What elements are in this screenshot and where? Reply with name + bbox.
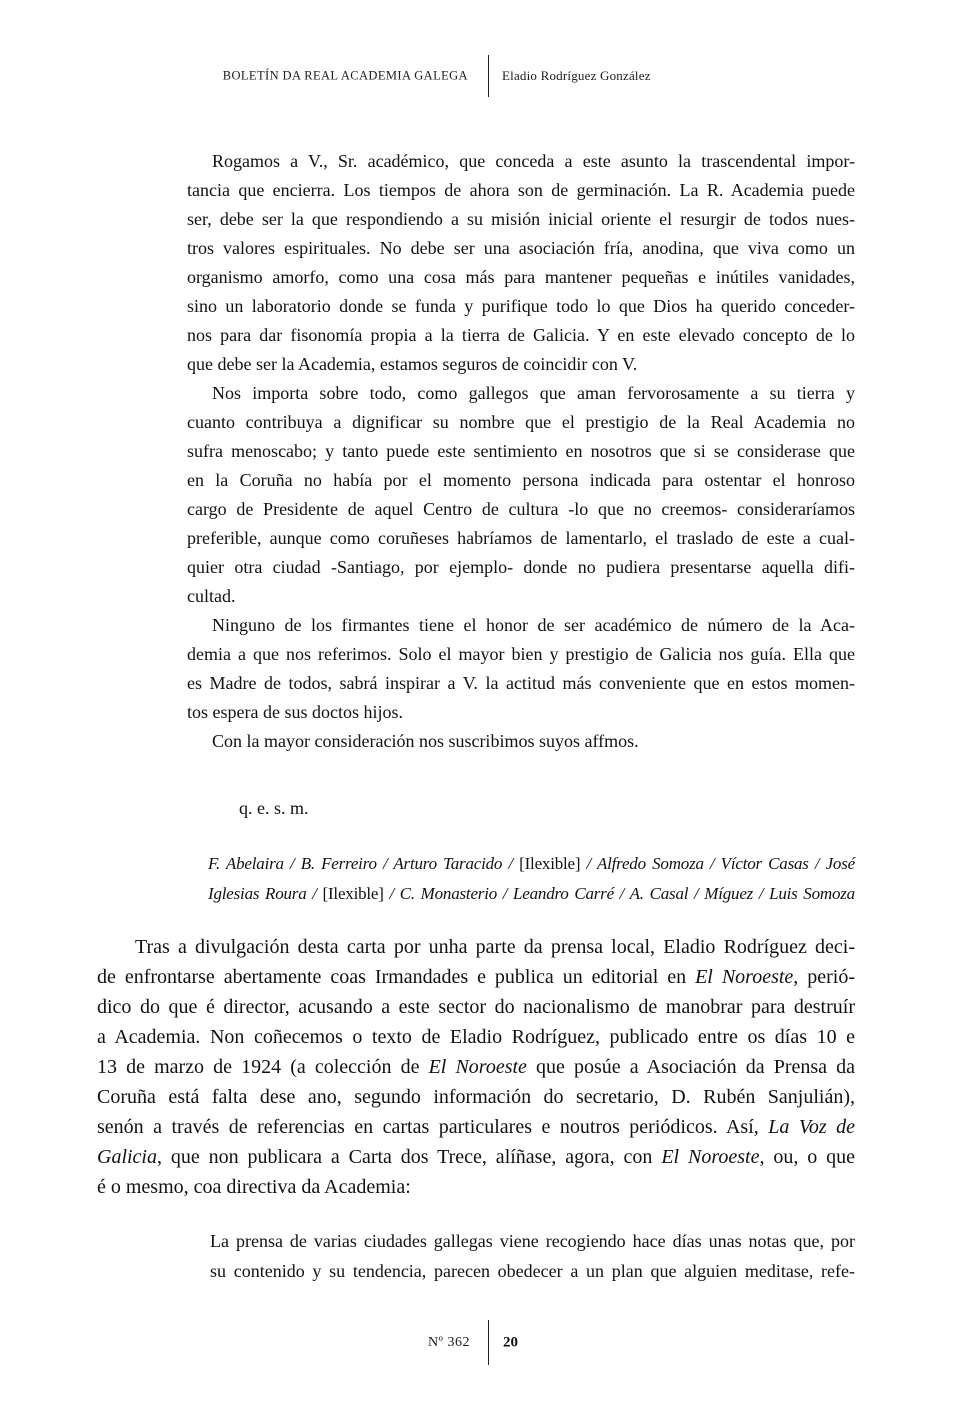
footer — [0, 1320, 975, 1365]
press-quote-block — [210, 1226, 855, 1286]
paragraph — [210, 1226, 855, 1286]
text-line — [208, 849, 855, 879]
text-segment: , ou, o que — [759, 1146, 855, 1168]
text-line — [187, 147, 855, 176]
text-line — [187, 379, 855, 408]
text-segment: Ninguno de los firmantes tiene el honor de ser académico de número de la Aca- — [212, 615, 855, 635]
text-line — [187, 176, 855, 205]
text-line — [187, 727, 855, 756]
text-segment: quier otra ciudad -Santiago, por ejemplo- donde no pudiera presentarse aquella difi- — [187, 557, 855, 577]
text-line — [187, 205, 855, 234]
text-segment: [Ilexible] — [519, 854, 581, 873]
text-segment: Tras a divulgación desta carta por unha parte da prensa local, Eladio Rodríguez deci- — [135, 936, 855, 958]
text-line — [187, 408, 855, 437]
text-line — [187, 582, 855, 611]
text-segment: 13 de marzo de 1924 (a colección de — [97, 1056, 429, 1078]
text-segment: Rogamos a V., Sr. académico, que conceda a este asunto la trascendental impor- — [212, 151, 855, 171]
issue-number: Nº 362 — [428, 1334, 470, 1350]
text-segment: demia a que nos referimos. Solo el mayor bien y prestigio de Galicia nos guía. Ella que — [187, 644, 855, 664]
text-line — [187, 495, 855, 524]
letter-quote-block — [187, 147, 855, 756]
text-line — [97, 1112, 855, 1142]
text-line — [187, 640, 855, 669]
footer-divider — [488, 1320, 489, 1365]
text-segment: é o mesmo, coa directiva da Academia: — [97, 1176, 411, 1198]
paragraph — [187, 147, 855, 379]
italic-text: / Alfredo Somoza / Víctor Casas / José — [580, 854, 855, 873]
main-text — [97, 932, 855, 1202]
text-line — [97, 1022, 855, 1052]
text-segment: preferible, aunque como coruñeses habríamos de lamentarlo, el traslado de este a cual- — [187, 528, 855, 548]
text-segment: tros valores espirituales. No debe ser una asociación fría, anodina, que viva como un — [187, 238, 855, 258]
text-line — [187, 524, 855, 553]
text-segment: [Ilexible] — [322, 884, 384, 903]
text-line — [97, 1172, 855, 1202]
text-segment: su contenido y su tendencia, parecen obedecer a un plan que alguien meditase, refe- — [210, 1261, 855, 1281]
journal-title: BOLETÍN DA REAL ACADEMIA GALEGA — [222, 68, 468, 83]
header — [0, 55, 975, 97]
text-segment: cargo de Presidente de aquel Centro de cultura -lo que no creemos- consideraríamos — [187, 499, 855, 519]
header-divider — [488, 55, 489, 97]
author-name: Eladio Rodríguez González — [502, 68, 651, 83]
paragraph — [187, 611, 855, 727]
text-segment: a Academia. Non coñecemos o texto de Eladio Rodríguez, publicado entre os días 10 e — [97, 1026, 855, 1048]
text-segment: La prensa de varias ciudades gallegas viene recogiendo hace días unas notas que, por — [210, 1231, 855, 1251]
text-line — [210, 1226, 855, 1256]
text-line — [187, 350, 855, 379]
text-line — [97, 992, 855, 1022]
text-segment: es Madre de todos, sabrá inspirar a V. la actitud más conveniente que en estos momen- — [187, 673, 855, 693]
text-segment: organismo amorfo, como una cosa más para mantener pequeñas e inútiles vanidades, — [187, 267, 855, 287]
italic-text: F. Abelaira / B. Ferreiro / Arturo Taracido / — [208, 854, 520, 873]
text-line — [97, 1142, 855, 1172]
text-line — [187, 263, 855, 292]
text-segment: tancia que encierra. Los tiempos de ahora son de germinación. La R. Academia puede — [187, 180, 855, 200]
italic-text: Galicia — [97, 1146, 157, 1168]
text-segment: que debe ser la Academia, estamos seguros de coincidir con V. — [187, 354, 638, 374]
italic-text: La Voz de — [768, 1116, 855, 1138]
text-segment: de enfrontarse abertamente coas Irmandades e publica un editorial en — [97, 966, 696, 988]
text-line — [187, 669, 855, 698]
document-body — [97, 147, 855, 1286]
text-line — [97, 1052, 855, 1082]
text-segment: dico do que é director, acusando a este sector do nacionalismo de manobrar para destruír — [97, 996, 855, 1018]
text-segment: que posúe a Asociación da Prensa da — [526, 1056, 856, 1078]
text-segment: Nos importa sobre todo, como gallegos que aman fervorosamente a su tierra y — [212, 383, 855, 403]
text-line — [239, 794, 855, 823]
text-line — [187, 292, 855, 321]
paragraph — [187, 379, 855, 611]
paragraph — [208, 849, 855, 909]
text-line — [187, 234, 855, 263]
text-segment: sufra menoscabo; y tanto puede este sentimiento en nosotros que si se considerase que — [187, 441, 855, 461]
text-line — [187, 611, 855, 640]
text-segment: ser, debe ser la que respondiendo a su misión inicial oriente el resurgir de todos nues- — [187, 209, 855, 229]
text-line — [97, 1082, 855, 1112]
signatures — [208, 849, 855, 909]
text-segment: Coruña está falta dese ano, segundo información do secretario, D. Rubén Sanjulián), — [97, 1086, 855, 1108]
paragraph — [97, 932, 855, 1202]
text-line — [187, 437, 855, 466]
paragraph — [187, 727, 855, 756]
text-segment: en la Coruña no había por el momento persona indicada para ostentar el honroso — [187, 470, 855, 490]
text-segment: , perió- — [793, 966, 855, 988]
italic-text: El Noroeste — [661, 1146, 760, 1168]
paragraph — [239, 794, 855, 823]
closing-formula — [239, 794, 855, 823]
text-segment: sino un laboratorio donde se funda y purifique todo lo que Dios ha querido conceder- — [187, 296, 855, 316]
text-line — [97, 962, 855, 992]
italic-text: / C. Monasterio / Leandro Carré / A. Casal / Míguez / Luis Somoza — [383, 884, 855, 903]
text-segment: Con la mayor consideración nos suscribimos suyos affmos. — [212, 731, 639, 751]
text-line — [208, 879, 855, 909]
italic-text: El Noroeste — [428, 1056, 527, 1078]
text-segment: senón a través de referencias en cartas particulares e noutros periódicos. Así, — [97, 1116, 769, 1138]
text-segment: nos para dar fisonomía propia a la tierra de Galicia. Y en este elevado concepto de lo — [187, 325, 855, 345]
text-line — [187, 466, 855, 495]
italic-text: El Noroeste — [695, 966, 794, 988]
text-segment: cultad. — [187, 586, 236, 606]
italic-text: Iglesias Roura / — [208, 884, 323, 903]
text-line — [210, 1256, 855, 1286]
text-line — [187, 698, 855, 727]
text-segment: tos espera de sus doctos hijos. — [187, 702, 403, 722]
text-segment: cuanto contribuya a dignificar su nombre que el prestigio de la Real Academia no — [187, 412, 855, 432]
text-line — [187, 321, 855, 350]
text-segment: , que non publicara a Carta dos Trece, alíñase, agora, con — [157, 1146, 662, 1168]
text-line — [97, 932, 855, 962]
text-line — [187, 553, 855, 582]
page-number: 20 — [503, 1334, 518, 1350]
text-segment: q. e. s. m. — [239, 798, 309, 818]
